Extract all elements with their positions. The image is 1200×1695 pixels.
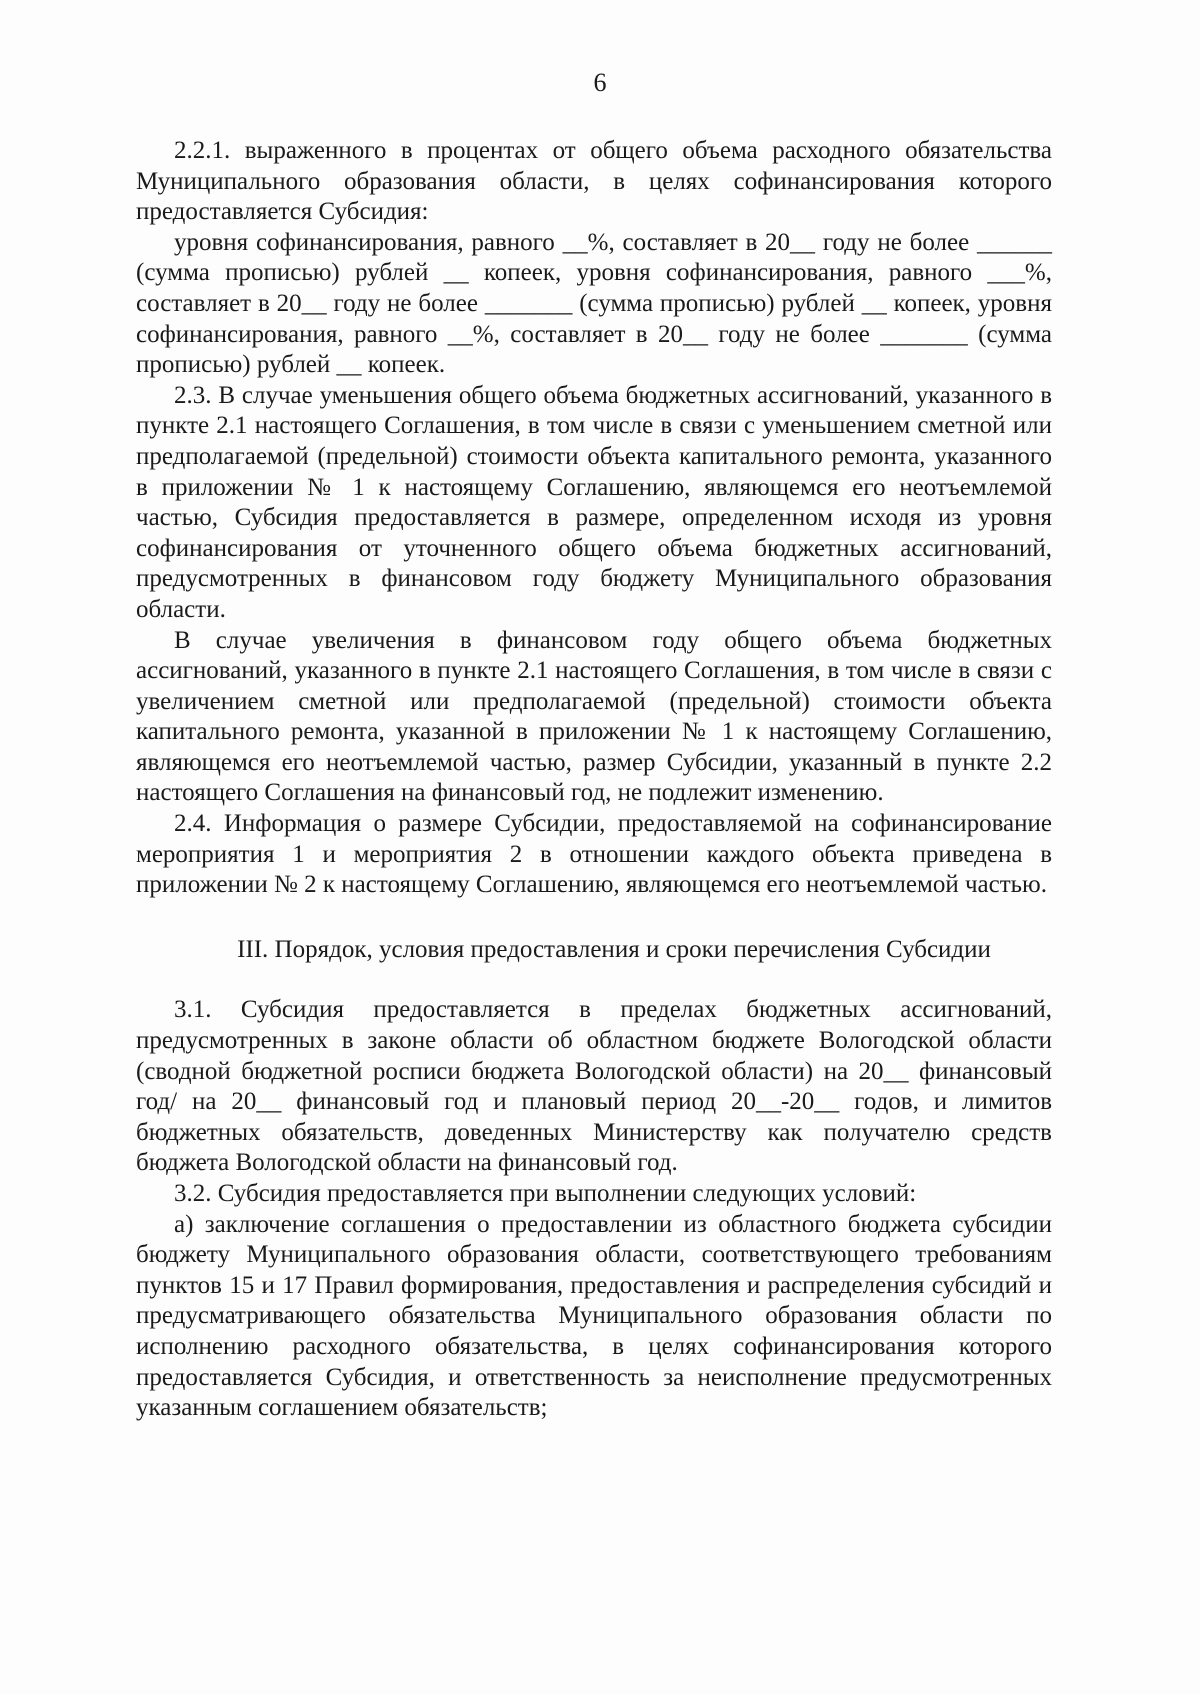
paragraph-2-2-1: 2.2.1. выраженного в процентах от общего объема расходного обязательства Муниципального образования области, в целях софинансирования которого предоставляется Субсидия: xyxy=(136,137,1052,226)
paragraph-2-3-increase: В случае увеличения в финансовом году общего объема бюджетных ассигнований, указанного в пункте 2.1 настоящего Соглашения, в том числе в связи с увеличением сметной или предполагаемой (предельной) стоимости объекта капитального ремонта, указанной в приложении № 1 к настоящему Соглашению, являющемся его неотъемлемой частью, размер Субсидии, указанный в пункте 2.2 настоящего Соглашения на финансовый год, не подлежит изменению. xyxy=(136,626,1052,807)
paragraph-2-3: 2.3. В случае уменьшения общего объема бюджетных ассигнований, указанного в пункте 2.1 настоящего Соглашения, в том числе в связи с уменьшением сметной или предполагаемой (предельной) стоимости объекта капитального ремонта, указанного в приложении № 1 к настоящему Соглашению, являющемся его неотъемлемой частью, Субсидия предоставляется в размере, определенном исходя из уровня софинансирования от уточненного общего объема бюджетных ассигнований, предусмотренных в финансовом году бюджету Муниципального образования области. xyxy=(136,381,1052,623)
paragraph-3-2-a: а) заключение соглашения о предоставлении из областного бюджета субсидии бюджету Муниципального образования области, соответствующего требованиям пунктов 15 и 17 Правил формирования, предоставления и распределения субсидий и предусматривающего обязательства Муниципального образования области по исполнению расходного обязательства, в целях софинансирования которого предоставляется Субсидия, и ответственность за неисполнение предусмотренных указанным соглашением обязательств; xyxy=(136,1210,1052,1422)
section-heading: III. Порядок, условия предоставления и сроки перечисления Субсидии xyxy=(237,935,991,963)
paragraph-2-2-1-levels: уровня софинансирования, равного __%, составляет в 20__ году не более ______ (сумма прописью) рублей __ копеек, уровня софинансирования, равного ___%, составляет в 20__ году не более _______ (сумма прописью) рублей __ копеек, уровня софинансирования, равного __%, составляет в 20__ году не более _______ (сумма прописью) рублей __ копеек. xyxy=(136,228,1052,379)
spacer xyxy=(136,965,1052,995)
paragraph-2-4: 2.4. Информация о размере Субсидии, предоставляемой на софинансирование мероприятия 1 и мероприятия 2 в отношении каждого объекта приведена в приложении № 2 к настоящему Соглашению, являющемся его неотъемлемой частью. xyxy=(136,810,1052,899)
document-body xyxy=(136,136,1052,1424)
spacer xyxy=(136,901,1052,935)
page-number: 6 xyxy=(593,68,607,97)
paragraph-3-1: 3.1. Субсидия предоставляется в пределах бюджетных ассигнований, предусмотренных в законе области об областном бюджете Вологодской области (сводной бюджетной росписи бюджета Вологодской области) на 20__ финансовый год/ на 20__ финансовый год и плановый период 20__-20__ годов, и лимитов бюджетных обязательств, доведенных Министерству как получателю средств бюджета Вологодской области на финансовый год. xyxy=(136,996,1052,1177)
paragraph-3-2: 3.2. Субсидия предоставляется при выполнении следующих условий: xyxy=(174,1180,917,1207)
